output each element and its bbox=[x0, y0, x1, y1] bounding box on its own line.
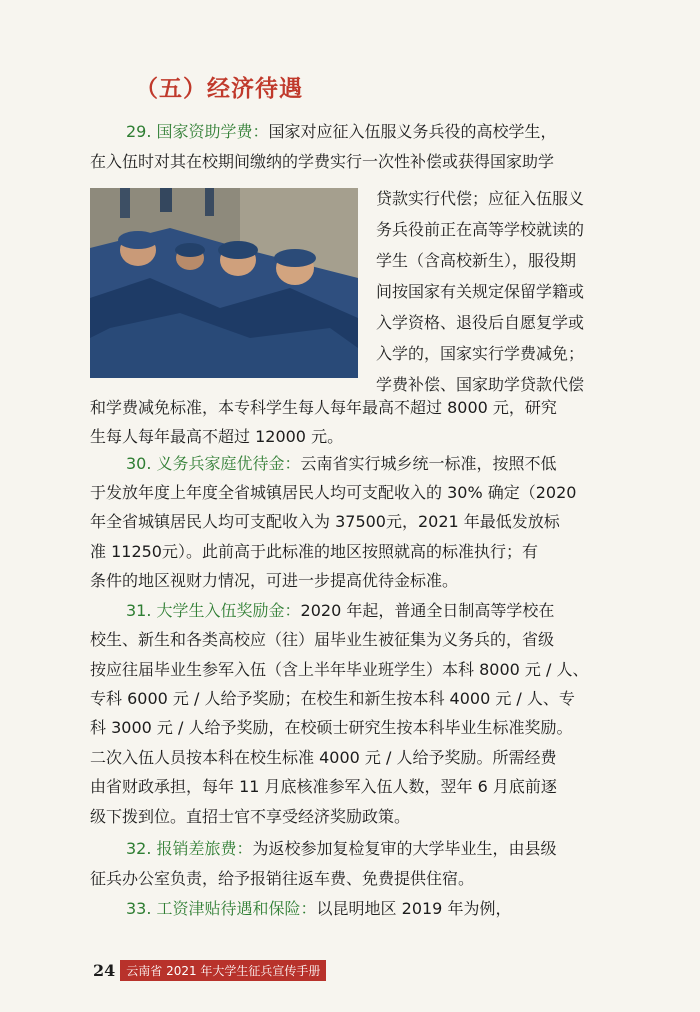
item-29-line: 贷款实行代偿；应征入伍服义 bbox=[376, 189, 585, 208]
item-29-line: 生每人每年最高不超过 12000 元。 bbox=[90, 427, 344, 446]
item-29-line: 间按国家有关规定保留学籍或 bbox=[376, 282, 585, 301]
page-footer bbox=[93, 959, 326, 981]
section-heading: （五）经济待遇 bbox=[135, 76, 303, 102]
item-29-first-line bbox=[126, 122, 557, 142]
item-29-line: 在入伍时对其在校期间缴纳的学费实行一次性补偿或获得国家助学 bbox=[90, 152, 555, 171]
item-29-line: 入学的，国家实行学费减免； bbox=[376, 344, 585, 363]
item-31-line: 级下拨到位。直招士官不享受经济奖励政策。 bbox=[90, 807, 411, 826]
item-30-line: 于发放年度上年度全省城镇居民人均可支配收入的 30% 确定（2020 bbox=[90, 483, 577, 502]
item-30-line: 条件的地区视财力情况，可进一步提高优待金标准。 bbox=[90, 571, 459, 590]
item-32-first-line bbox=[126, 839, 557, 859]
item-29-line: 入学资格、退役后自愿复学或 bbox=[376, 313, 585, 332]
item-30-line: 年全省城镇居民人均可支配收入为 37500元，2021 年最低发放标 bbox=[90, 512, 560, 531]
soldiers-photo-illustration bbox=[90, 188, 358, 378]
item-33-label: 33. 工资津贴待遇和保险： bbox=[126, 899, 317, 918]
item-29-line: 学费补偿、国家助学贷款代偿 bbox=[376, 375, 585, 394]
item-31-first-line bbox=[126, 601, 554, 621]
item-29-line: 和学费减免标准，本专科学生每人每年最高不超过 8000 元，研究 bbox=[90, 398, 557, 417]
item-33-text: 以昆明地区 2019 年为例， bbox=[316, 899, 512, 918]
item-31-text: 2020 年起，普通全日制高等学校在 bbox=[300, 601, 555, 620]
item-33-first-line bbox=[126, 899, 511, 919]
item-32-text: 为返校参加复检复审的大学毕业生，由县级 bbox=[252, 839, 557, 858]
item-31-line: 专科 6000 元 / 人给予奖励；在校生和新生按本科 4000 元 / 人、专 bbox=[90, 689, 575, 708]
item-30-line: 准 11250元）。此前高于此标准的地区按照就高的标准执行；有 bbox=[90, 542, 538, 561]
item-31-label: 31. 大学生入伍奖励金： bbox=[126, 601, 301, 620]
item-31-line: 二次入伍人员按本科在校生标准 4000 元 / 人给予奖励。所需经费 bbox=[90, 748, 557, 767]
item-31-line: 按应往届毕业生参军入伍（含上半年毕业班学生）本科 8000 元 / 人、 bbox=[90, 660, 589, 679]
item-29-line: 务兵役前正在高等学校就读的 bbox=[376, 220, 585, 239]
page-number: 24 bbox=[93, 960, 116, 980]
footer-title: 云南省 2021 年大学生征兵宣传手册 bbox=[120, 960, 326, 981]
item-30-label: 30. 义务兵家庭优待金： bbox=[126, 454, 301, 473]
item-30-text: 云南省实行城乡统一标准，按照不低 bbox=[300, 454, 557, 473]
item-29-text: 国家对应征入伍服义务兵役的高校学生， bbox=[268, 122, 557, 141]
soldiers-photo bbox=[90, 188, 358, 378]
item-31-line: 科 3000 元 / 人给予奖励，在校硕士研究生按本科毕业生标准奖励。 bbox=[90, 718, 573, 737]
item-31-line: 校生、新生和各类高校应（往）届毕业生被征集为义务兵的，省级 bbox=[90, 630, 555, 649]
item-30-first-line bbox=[126, 454, 557, 474]
item-32-label: 32. 报销差旅费： bbox=[126, 839, 253, 858]
item-31-line: 由省财政承担，每年 11 月底核准参军入伍人数，翌年 6 月底前逐 bbox=[90, 777, 557, 796]
item-32-line: 征兵办公室负责，给予报销往返车费、免费提供住宿。 bbox=[90, 869, 475, 888]
item-29-line: 学生（含高校新生），服役期 bbox=[376, 251, 577, 270]
item-29-label: 29. 国家资助学费： bbox=[126, 122, 269, 141]
